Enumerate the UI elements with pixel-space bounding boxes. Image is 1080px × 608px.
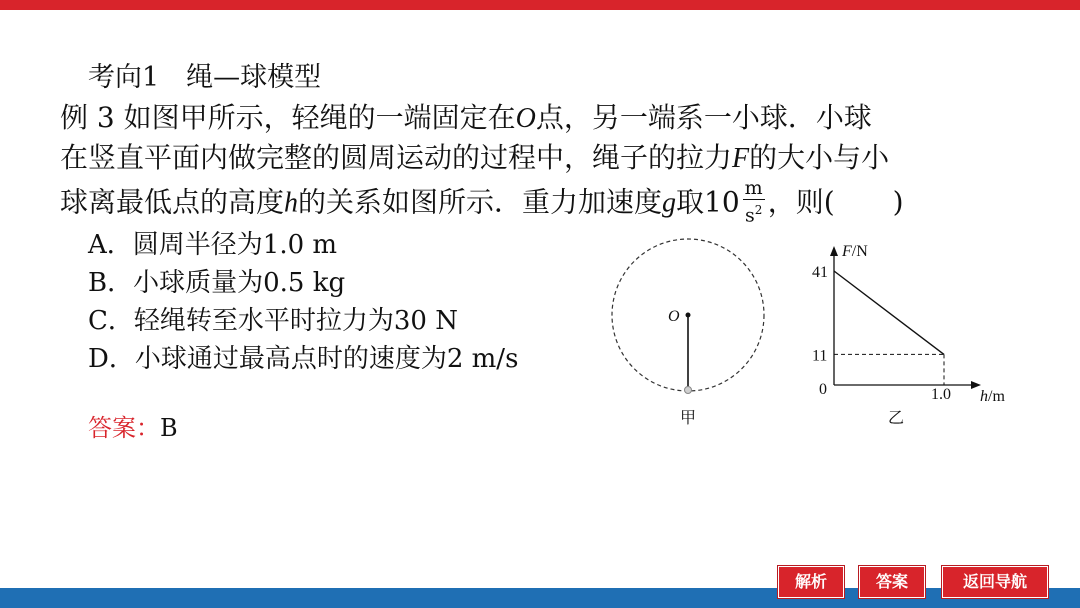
question-text: 球离最低点的高度	[60, 185, 285, 219]
y-axis-label	[841, 243, 868, 260]
data-line-f-vs-h	[834, 271, 944, 354]
question-text: 的大小与小	[749, 141, 890, 174]
x-axis-label	[980, 388, 1005, 405]
figure-jia-caption: 甲	[680, 410, 697, 427]
origin-label: 0	[819, 381, 827, 398]
pivot-point	[686, 313, 691, 318]
answer-value: B	[160, 414, 178, 442]
x-tick-label: 1.0	[931, 386, 951, 403]
option-a: A．圆周半径为1.0 m	[88, 230, 338, 260]
option-c: C．轻绳转至水平时拉力为30 N	[88, 306, 458, 336]
y-tick-label: 41	[812, 264, 828, 281]
figure-jia	[612, 239, 764, 427]
question-text: 取10	[676, 185, 740, 219]
unit-numerator: m	[744, 177, 763, 199]
figure-yi-caption: 乙	[888, 410, 905, 427]
x-axis-variable: h	[980, 388, 988, 405]
y-axis-arrow	[830, 246, 838, 256]
question-text: )	[892, 185, 904, 219]
option-b: B．小球质量为0.5 kg	[88, 268, 346, 298]
x-axis-unit: /m	[988, 388, 1005, 405]
question-text: 点，另一端系一小球．小球	[535, 101, 872, 134]
question-text: 在竖直平面内做完整的圆周运动的过程中，绳子的拉力	[60, 141, 733, 174]
question-text: ，则(	[767, 185, 835, 219]
option-d: D．小球通过最高点时的速度为2 m/s	[88, 344, 519, 374]
pivot-label: O	[668, 308, 680, 325]
y-axis-unit: /N	[851, 243, 868, 260]
answer-button[interactable]: 答案	[859, 566, 925, 598]
y-axis-variable: F	[842, 243, 852, 260]
question-text: 的关系如图所示．重力加速度	[298, 185, 663, 219]
unit-denominator-base: s	[744, 204, 755, 227]
back-to-nav-button[interactable]: 返回导航	[942, 566, 1048, 598]
variable-o: O	[515, 103, 536, 134]
variable-h: h	[284, 187, 299, 219]
unit-denominator-exponent: 2	[754, 203, 763, 217]
answer-label: 答案：	[88, 414, 160, 442]
y-tick-label: 11	[812, 347, 828, 365]
question-text: 例 3 如图甲所示，轻绳的一端固定在	[60, 101, 516, 134]
variable-g: g	[662, 187, 677, 219]
ball	[685, 387, 692, 394]
explanation-button[interactable]: 解析	[778, 566, 844, 598]
figure-yi-chart	[812, 243, 1005, 427]
variable-f: F	[732, 143, 750, 174]
section-title: 考向1 绳—球模型	[88, 62, 322, 93]
